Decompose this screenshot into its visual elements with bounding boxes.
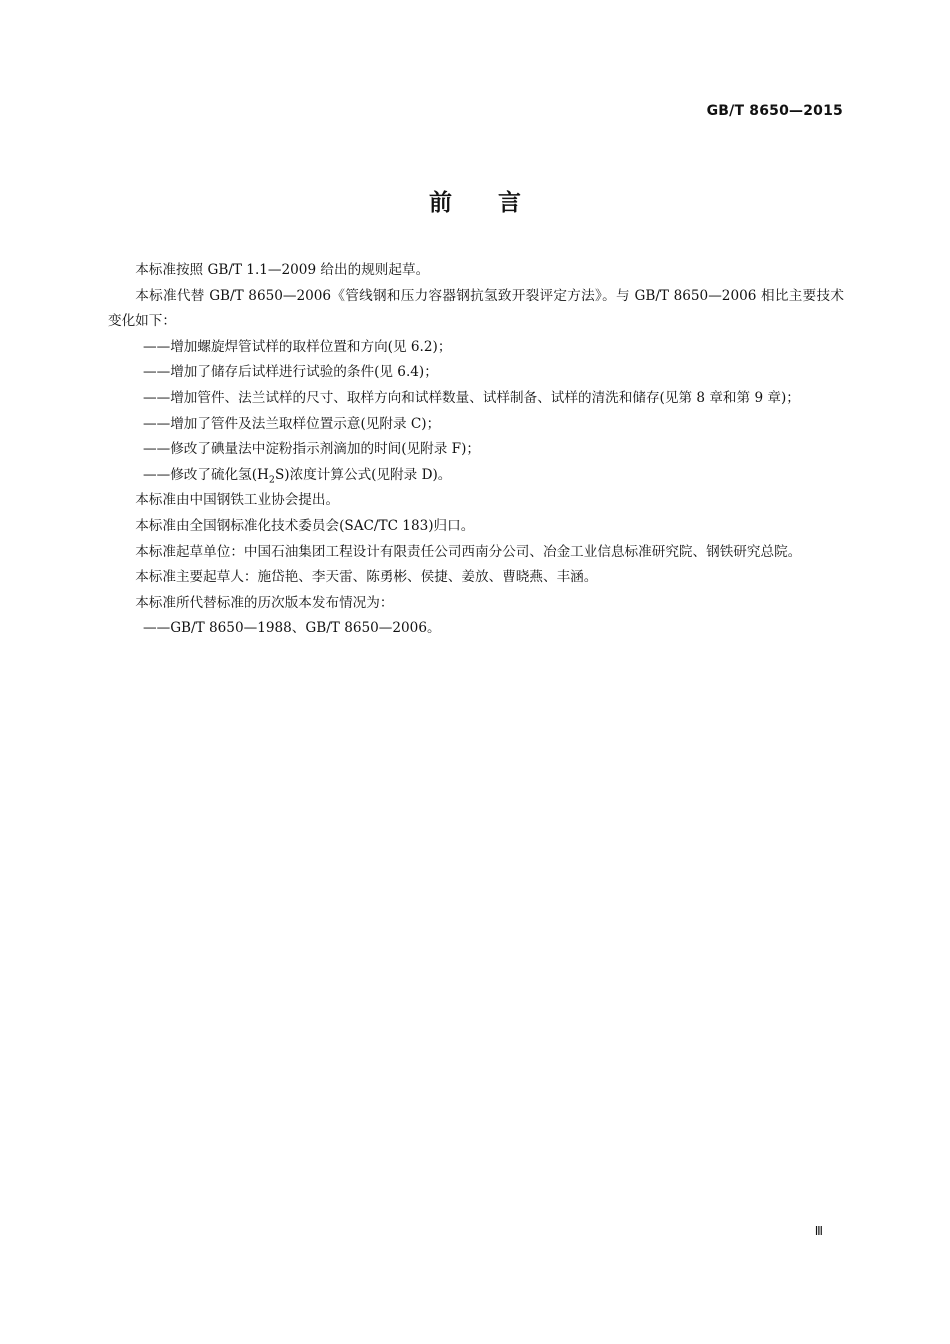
change-item bbox=[108, 463, 844, 489]
paragraph-drafters: 本标准主要起草人：施岱艳、李天雷、陈勇彬、侯捷、姜放、曹晓燕、丰涵。 bbox=[135, 569, 598, 586]
paragraph-drafting-rules: 本标准按照 GB/T 1.1—2009 给出的规则起草。 bbox=[135, 262, 430, 278]
page-number: Ⅲ bbox=[814, 1224, 823, 1238]
change-item-text: ——修改了硫化氢(H bbox=[143, 466, 269, 483]
standard-number: GB/T 8650—2015 bbox=[706, 103, 843, 119]
paragraph-drafting-units: 本标准起草单位：中国石油集团工程设计有限责任公司西南分公司、冶金工业信息标准研究院、钢铁研究总院。 bbox=[135, 543, 802, 560]
paragraph-proposer: 本标准由中国钢铁工业协会提出。 bbox=[135, 492, 340, 509]
foreword-body bbox=[108, 258, 844, 642]
change-item-text: S)浓度计算公式(见附录 D)。 bbox=[274, 466, 452, 483]
subscript: 2 bbox=[268, 474, 275, 486]
change-item: ——修改了碘量法中淀粉指示剂滴加的时间(见附录 F)； bbox=[143, 441, 481, 458]
change-item: ——增加了管件及法兰取样位置示意(见附录 C)； bbox=[143, 415, 441, 432]
paragraph-replacement: 本标准代替 GB/T 8650—2006《管线钢和压力容器钢抗氢致开裂评定方法》。与 GB/T 8650—2006 相比主要技术变化如下： bbox=[108, 287, 844, 330]
change-item: ——增加管件、法兰试样的尺寸、取样方向和试样数量、试样制备、试样的清洗和储存(见第 8 章和第 9 章)； bbox=[143, 389, 800, 406]
page-title: 前 言 bbox=[429, 190, 521, 216]
paragraph-history: 本标准所代替标准的历次版本发布情况为： bbox=[135, 594, 394, 611]
change-item: ——增加了储存后试样进行试验的条件(见 6.4)； bbox=[143, 364, 438, 381]
paragraph-committee: 本标准由全国钢标准化技术委员会(SAC/TC 183)归口。 bbox=[135, 517, 475, 534]
history-item: ——GB/T 8650—1988、GB/T 8650—2006。 bbox=[143, 620, 441, 637]
change-item: ——增加螺旋焊管试样的取样位置和方向(见 6.2)； bbox=[143, 338, 452, 355]
